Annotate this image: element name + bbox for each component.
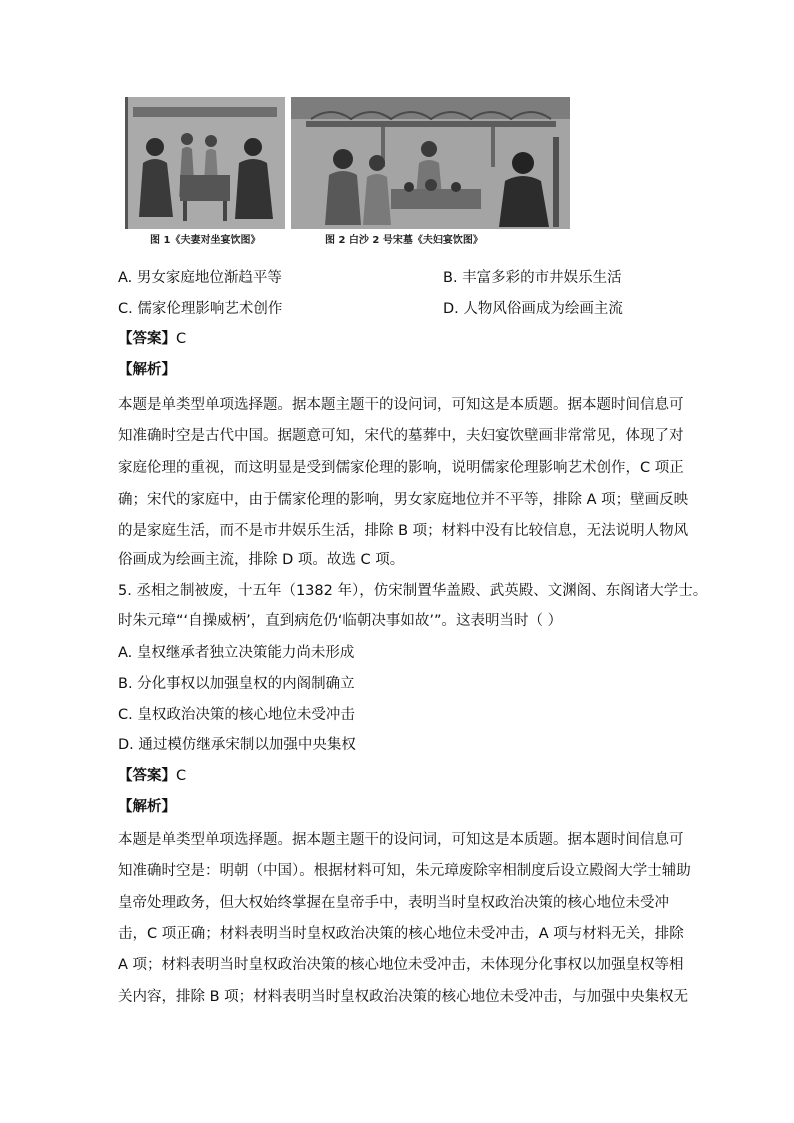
q4-analysis-line: 的是家庭生活，而不是市井娱乐生活，排除 B 项；材料中没有比较信息，无法说明人物风: [118, 523, 689, 539]
q4-answer: [118, 329, 186, 349]
q5-analysis-line: 击，C 项正确；材料表明当时皇权政治决策的核心地位未受冲击，A 项与材料无关，排除: [118, 926, 684, 942]
q5-option-a: A. 皇权继承者独立决策能力尚未形成: [118, 645, 355, 661]
mural-image-1: [125, 97, 285, 229]
figure-2-caption: 图 2 白沙 2 号宋墓《夫妇宴饮图》: [325, 235, 483, 246]
q4-analysis-line: 确；宋代的家庭中，由于儒家伦理的影响，男女家庭地位并不平等，排除 A 项；壁画反映: [118, 492, 689, 508]
answer-value: C: [176, 331, 187, 347]
q5-analysis-line: 皇帝处理政务，但大权始终掌握在皇帝手中，表明当时皇权政治决策的核心地位未受冲: [118, 895, 669, 911]
answer-label: 【答案】: [118, 331, 176, 347]
q5-option-b: B. 分化事权以加强皇权的内阁制确立: [118, 676, 355, 692]
mural-image-2: [291, 97, 570, 229]
q4-option-c: C. 儒家伦理影响艺术创作: [118, 301, 283, 317]
q5-stem-line: 5. 丞相之制被废，十五年（1382 年），仿宋制置华盖殿、武英殿、文渊阁、东阁诸大学士。: [118, 583, 708, 599]
q5-option-c: C. 皇权政治决策的核心地位未受冲击: [118, 707, 355, 723]
figure-row: [125, 97, 570, 245]
q4-analysis-line: 本题是单类型单项选择题。据本题主题干的设问词，可知这是本质题。据本题时间信息可: [118, 397, 684, 413]
q5-option-d: D. 通过模仿继承宋制以加强中央集权: [118, 737, 356, 753]
q5-analysis-label: 【解析】: [118, 799, 176, 815]
q4-analysis-line: 家庭伦理的重视，而这明显是受到儒家伦理的影响，说明儒家伦理影响艺术创作，C 项正: [118, 460, 684, 476]
q5-analysis-line: 关内容，排除 B 项；材料表明当时皇权政治决策的核心地位未受冲击，与加强中央集权无: [118, 989, 689, 1005]
q5-stem-line: 时朱元璋“‘自操威柄’，直到病危仍‘临朝决事如故’”。这表明当时（ ）: [118, 613, 563, 629]
q4-analysis-line: 知准确时空是古代中国。据题意可知，宋代的墓葬中，夫妇宴饮壁画非常常见，体现了对: [118, 428, 684, 444]
q4-analysis-line: 俗画成为绘画主流，排除 D 项。故选 C 项。: [118, 552, 405, 568]
q5-answer: [118, 766, 186, 786]
q5-analysis-line: 知准确时空是：明朝（中国）。根据材料可知，朱元璋废除宰相制度后设立殿阁大学士辅助: [118, 863, 691, 879]
q5-analysis-line: A 项；材料表明当时皇权政治决策的核心地位未受冲击，未体现分化事权以加强皇权等相: [118, 957, 684, 973]
q5-analysis-line: 本题是单类型单项选择题。据本题主题干的设问词，可知这是本质题。据本题时间信息可: [118, 832, 684, 848]
q4-option-a: A. 男女家庭地位渐趋平等: [118, 270, 282, 286]
figure-1-caption: 图 1《夫妻对坐宴饮图》: [150, 235, 261, 246]
answer-value: C: [176, 768, 187, 784]
q4-option-d: D. 人物风俗画成为绘画主流: [443, 301, 623, 317]
q4-analysis-label: 【解析】: [118, 362, 176, 378]
q4-option-b: B. 丰富多彩的市井娱乐生活: [443, 270, 622, 286]
answer-label: 【答案】: [118, 768, 176, 784]
